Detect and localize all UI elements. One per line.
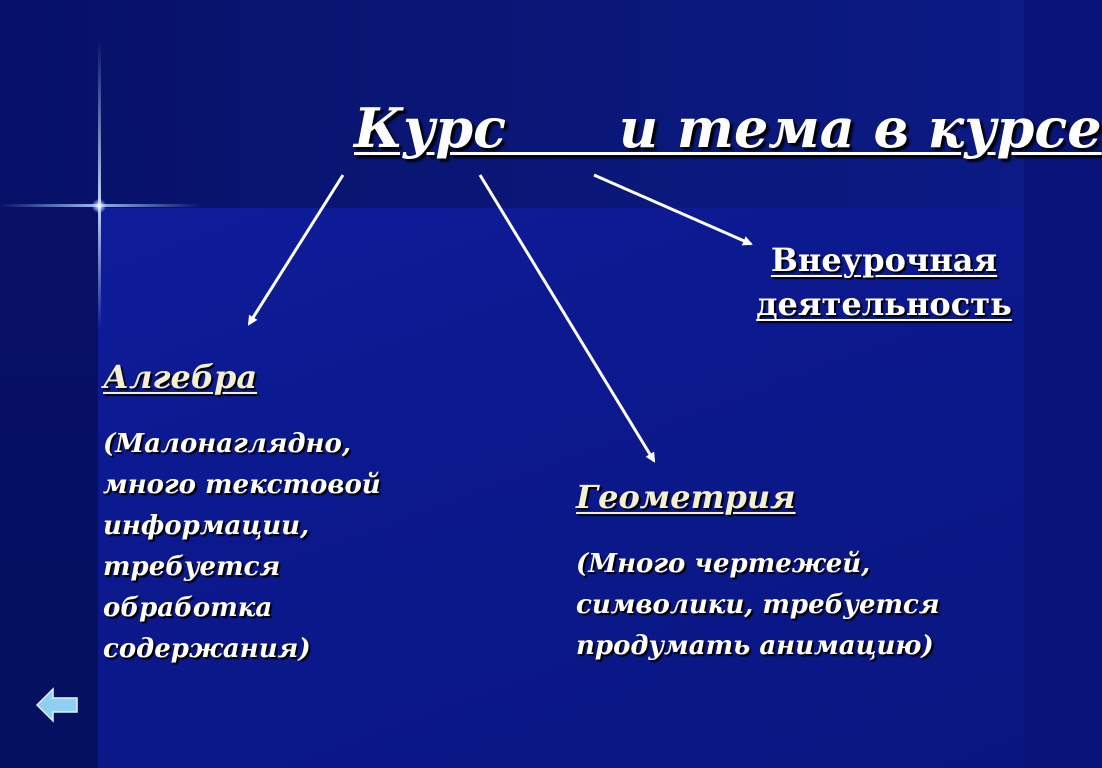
- algebra-desc-line: много текстовой: [103, 470, 381, 500]
- slide-title: Курс и тема в курсе: [354, 96, 1102, 160]
- arrow-to-geometry: [480, 175, 654, 461]
- algebra-description: [103, 424, 381, 670]
- extracurricular-line2: деятельность: [756, 285, 1012, 323]
- geometry-heading: Геометрия: [576, 478, 796, 516]
- geometry-desc-line: (Много чертежей,: [576, 549, 871, 579]
- algebra-desc-line: обработка: [103, 593, 273, 623]
- back-button[interactable]: [36, 687, 78, 723]
- algebra-desc-line: (Малонаглядно,: [103, 429, 351, 459]
- arrow-to-algebra: [249, 175, 343, 324]
- arrow-left-icon: [36, 687, 78, 723]
- geometry-desc-line: символики, требуется: [576, 590, 940, 620]
- arrow-to-extracurricular: [594, 175, 751, 244]
- algebra-desc-line: информации,: [103, 511, 310, 541]
- extracurricular-label: [736, 238, 1032, 326]
- geometry-desc-line: продумать анимацию): [576, 631, 934, 661]
- geometry-description: [576, 544, 940, 667]
- extracurricular-line1: Внеурочная: [770, 241, 998, 279]
- algebra-desc-line: требуется: [103, 552, 281, 582]
- algebra-desc-line: содержания): [103, 634, 311, 664]
- algebra-heading: Алгебра: [103, 358, 258, 396]
